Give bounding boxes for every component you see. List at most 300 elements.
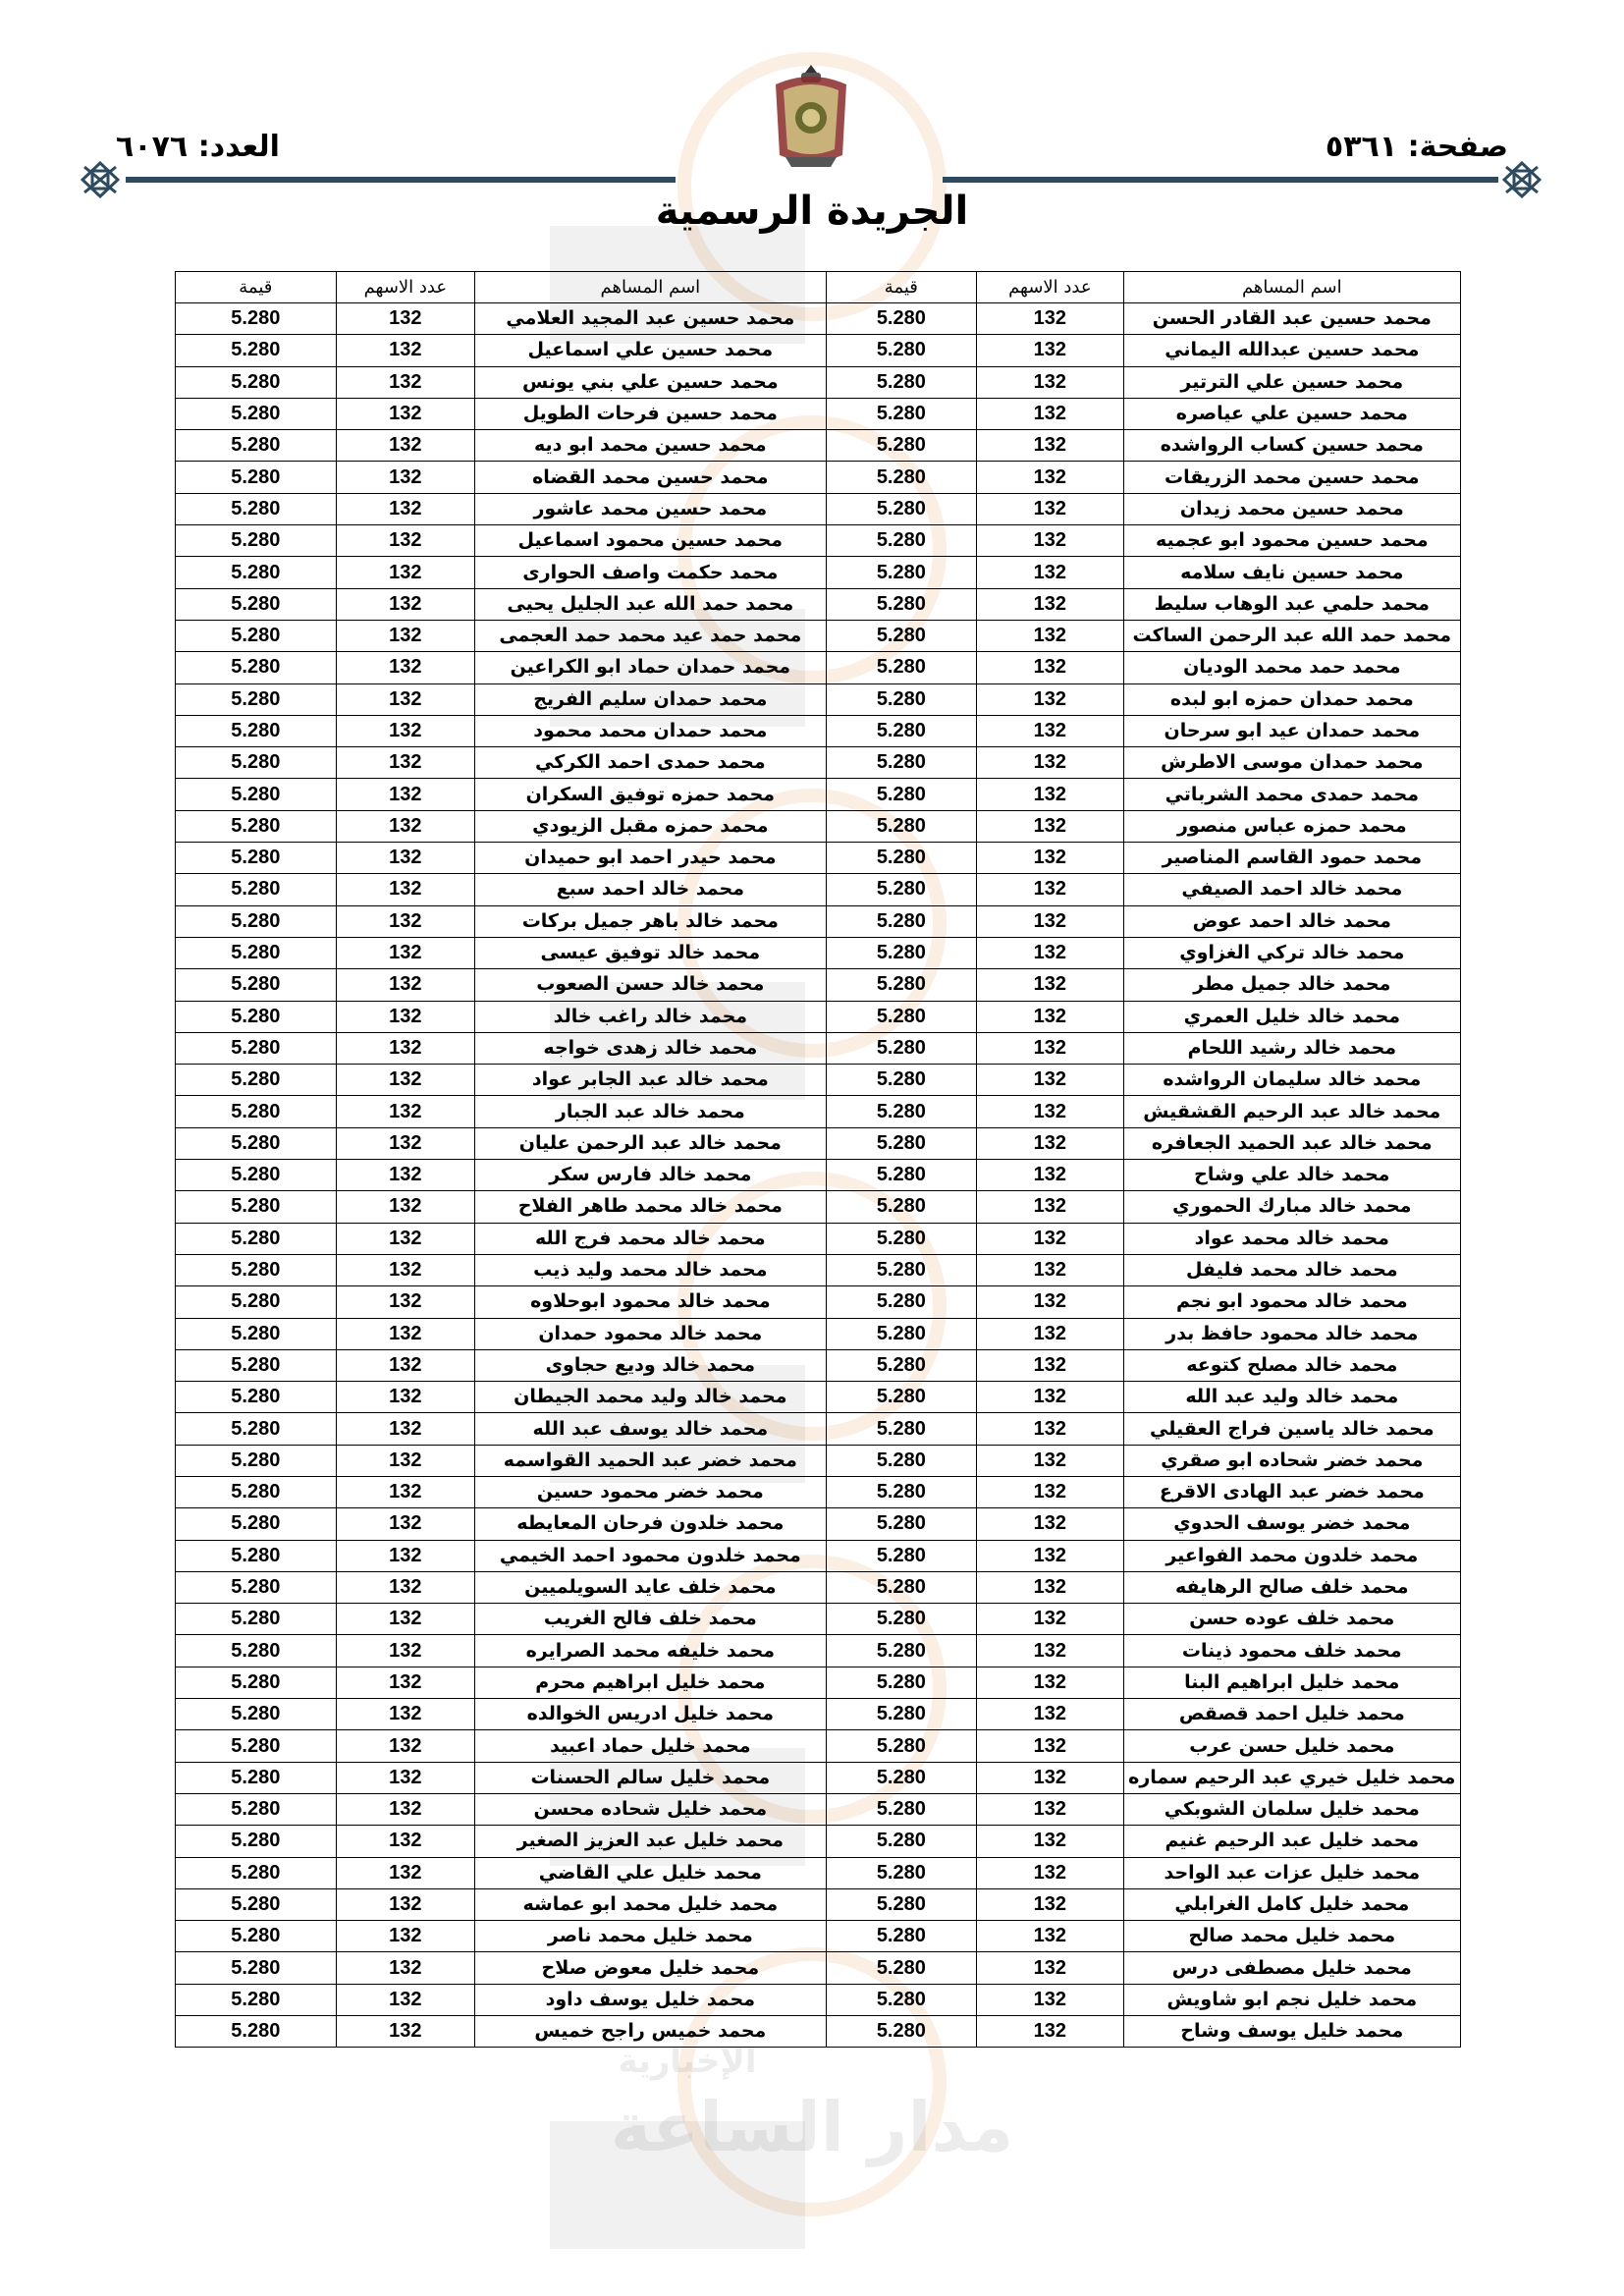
shareholder-name: محمد خلف عوده حسن <box>1123 1604 1460 1635</box>
share-count: 132 <box>336 1604 474 1635</box>
column-header-name: اسم المساهم <box>475 272 827 303</box>
share-count: 132 <box>336 557 474 588</box>
share-count: 132 <box>977 905 1123 937</box>
share-value: 5.280 <box>176 969 337 1001</box>
table-row <box>176 525 1461 557</box>
shareholder-name: محمد خليل محمد ناصر <box>475 1921 827 1952</box>
column-header-value: قيمة <box>176 272 337 303</box>
share-value: 5.280 <box>826 683 977 715</box>
column-header-value: قيمة <box>826 272 977 303</box>
shareholder-name: محمد حمدان حمزه ابو لبده <box>1123 683 1460 715</box>
share-value: 5.280 <box>176 1254 337 1285</box>
share-count: 132 <box>977 779 1123 810</box>
share-value: 5.280 <box>826 1952 977 1984</box>
share-value: 5.280 <box>176 1952 337 1984</box>
share-count: 132 <box>977 1635 1123 1667</box>
shareholder-name: محمد خضر عبد الهادى الاقرع <box>1123 1476 1460 1507</box>
shareholder-name: محمد خليل شحاده محسن <box>475 1793 827 1825</box>
share-value: 5.280 <box>826 652 977 683</box>
share-count: 132 <box>336 1127 474 1159</box>
share-value: 5.280 <box>826 525 977 557</box>
share-value: 5.280 <box>176 779 337 810</box>
shareholder-name: محمد خالد محمد وليد ذيب <box>475 1254 827 1285</box>
column-header-shares: عدد الاسهم <box>336 272 474 303</box>
table-row <box>176 1286 1461 1318</box>
share-count: 132 <box>336 462 474 493</box>
shareholder-name: محمد حسين علي الترتير <box>1123 366 1460 398</box>
share-value: 5.280 <box>826 779 977 810</box>
share-value: 5.280 <box>176 874 337 905</box>
shareholder-name: محمد خالد راغب خالد <box>475 1001 827 1032</box>
table-row <box>176 1445 1461 1476</box>
shareholder-name: محمد حسين كساب الرواشده <box>1123 430 1460 462</box>
share-count: 132 <box>977 1127 1123 1159</box>
share-value: 5.280 <box>176 1826 337 1857</box>
shareholder-name: محمد خالد احمد سبع <box>475 874 827 905</box>
table-row <box>176 810 1461 842</box>
share-value: 5.280 <box>176 1667 337 1698</box>
share-value: 5.280 <box>826 874 977 905</box>
share-count: 132 <box>336 398 474 429</box>
table-row <box>176 1984 1461 2015</box>
table-row <box>176 1476 1461 1507</box>
share-value: 5.280 <box>826 366 977 398</box>
share-count: 132 <box>977 303 1123 335</box>
share-count: 132 <box>336 493 474 524</box>
share-value: 5.280 <box>176 1730 337 1762</box>
share-count: 132 <box>336 335 474 366</box>
share-value: 5.280 <box>826 462 977 493</box>
shareholder-name: محمد خالد مبارك الحموري <box>1123 1191 1460 1223</box>
share-count: 132 <box>977 1476 1123 1507</box>
share-value: 5.280 <box>826 1286 977 1318</box>
share-count: 132 <box>336 1508 474 1540</box>
shareholder-name: محمد خالد توفيق عيسى <box>475 937 827 968</box>
share-value: 5.280 <box>176 1476 337 1507</box>
share-value: 5.280 <box>826 1667 977 1698</box>
share-value: 5.280 <box>176 1286 337 1318</box>
table-row <box>176 1699 1461 1730</box>
shareholder-name: محمد خليل محمد صالح <box>1123 1921 1460 1952</box>
shareholder-name: محمد خالد يوسف عبد الله <box>475 1413 827 1445</box>
share-value: 5.280 <box>826 1065 977 1096</box>
shareholder-name: محمد خضر محمود حسين <box>475 1476 827 1507</box>
share-value: 5.280 <box>176 683 337 715</box>
watermark-sub: الإخبارية <box>618 2042 757 2081</box>
table-row <box>176 1508 1461 1540</box>
share-count: 132 <box>336 525 474 557</box>
share-count: 132 <box>977 1349 1123 1381</box>
share-count: 132 <box>977 1571 1123 1603</box>
share-value: 5.280 <box>176 366 337 398</box>
shareholder-name: محمد حمد الله عبد الرحمن الساكت <box>1123 620 1460 651</box>
shareholder-name: محمد حسين عبدالله اليماني <box>1123 335 1460 366</box>
share-value: 5.280 <box>826 1508 977 1540</box>
share-count: 132 <box>336 779 474 810</box>
shareholder-name: محمد خليل نجم ابو شاويش <box>1123 1984 1460 2015</box>
shareholder-name: محمد خليل يوسف وشاح <box>1123 2016 1460 2048</box>
table-row <box>176 1413 1461 1445</box>
shareholder-name: محمد حمزه مقبل الزيودي <box>475 810 827 842</box>
share-value: 5.280 <box>826 1921 977 1952</box>
share-value: 5.280 <box>176 1508 337 1540</box>
gazette-title: الجريدة الرسمية <box>655 189 969 234</box>
shareholder-name: محمد حمد الله عبد الجليل يحيى <box>475 588 827 620</box>
share-count: 132 <box>977 1254 1123 1285</box>
table-row <box>176 874 1461 905</box>
header-rule-right <box>943 177 1498 183</box>
shareholder-name: محمد خليفه محمد الصرايره <box>475 1635 827 1667</box>
share-value: 5.280 <box>176 430 337 462</box>
share-count: 132 <box>336 969 474 1001</box>
share-count: 132 <box>336 1793 474 1825</box>
share-count: 132 <box>336 1921 474 1952</box>
share-value: 5.280 <box>826 1635 977 1667</box>
table-row <box>176 1857 1461 1888</box>
share-count: 132 <box>336 588 474 620</box>
table-row <box>176 366 1461 398</box>
share-count: 132 <box>977 1445 1123 1476</box>
shareholders-table <box>175 271 1461 2048</box>
share-count: 132 <box>977 335 1123 366</box>
shareholder-name: محمد خليل محمد ابو عماشه <box>475 1888 827 1920</box>
share-count: 132 <box>336 1730 474 1762</box>
shareholder-name: محمد خالد حسن الصعوب <box>475 969 827 1001</box>
share-value: 5.280 <box>176 1888 337 1920</box>
share-count: 132 <box>336 1286 474 1318</box>
share-value: 5.280 <box>826 715 977 746</box>
column-header-shares: عدد الاسهم <box>977 272 1123 303</box>
share-value: 5.280 <box>826 747 977 779</box>
table-row <box>176 747 1461 779</box>
share-count: 132 <box>977 652 1123 683</box>
share-value: 5.280 <box>826 1318 977 1349</box>
shareholder-name: محمد خلدون محمد الفواعير <box>1123 1540 1460 1571</box>
table-row <box>176 1349 1461 1381</box>
shareholder-name: محمد حسين محمود ابو عجميه <box>1123 525 1460 557</box>
share-value: 5.280 <box>176 1857 337 1888</box>
share-count: 132 <box>336 620 474 651</box>
share-value: 5.280 <box>826 1730 977 1762</box>
share-count: 132 <box>977 810 1123 842</box>
share-value: 5.280 <box>176 1793 337 1825</box>
table-row <box>176 1888 1461 1920</box>
shareholder-name: محمد خالد وليد محمد الجيطان <box>475 1382 827 1413</box>
share-value: 5.280 <box>176 1096 337 1127</box>
shareholder-name: محمد حمدان سليم الفريج <box>475 683 827 715</box>
table-row <box>176 1001 1461 1032</box>
share-count: 132 <box>336 874 474 905</box>
table-row <box>176 715 1461 746</box>
shareholder-name: محمد خميس راجح خميس <box>475 2016 827 2048</box>
shareholder-name: محمد خليل كامل الغرابلي <box>1123 1888 1460 1920</box>
share-count: 132 <box>977 1604 1123 1635</box>
shareholder-name: محمد خالد سليمان الرواشده <box>1123 1065 1460 1096</box>
shareholder-name: محمد حكمت واصف الحوارى <box>475 557 827 588</box>
share-count: 132 <box>977 1318 1123 1349</box>
share-count: 132 <box>336 1635 474 1667</box>
share-count: 132 <box>977 493 1123 524</box>
share-value: 5.280 <box>176 1065 337 1096</box>
table-row <box>176 1160 1461 1191</box>
shareholder-name: محمد خليل يوسف داود <box>475 1984 827 2015</box>
share-value: 5.280 <box>176 843 337 874</box>
watermark-brand: مدار الساعة <box>610 2087 1014 2167</box>
table-row <box>176 1096 1461 1127</box>
share-value: 5.280 <box>176 525 337 557</box>
table-row <box>176 462 1461 493</box>
shareholder-name: محمد خالد محمد عواد <box>1123 1223 1460 1254</box>
share-count: 132 <box>336 1826 474 1857</box>
shareholder-name: محمد خالد محمود حافظ بدر <box>1123 1318 1460 1349</box>
share-count: 132 <box>977 462 1123 493</box>
shareholder-name: محمد حسين محمد الزريقات <box>1123 462 1460 493</box>
share-value: 5.280 <box>176 1635 337 1667</box>
share-value: 5.280 <box>826 937 977 968</box>
share-count: 132 <box>977 937 1123 968</box>
share-value: 5.280 <box>826 1032 977 1064</box>
table-row <box>176 905 1461 937</box>
share-value: 5.280 <box>176 1540 337 1571</box>
share-count: 132 <box>336 1254 474 1285</box>
share-value: 5.280 <box>826 557 977 588</box>
share-count: 132 <box>336 1762 474 1793</box>
table-row <box>176 969 1461 1001</box>
shareholder-name: محمد خليل معوض صلاح <box>475 1952 827 1984</box>
table-row <box>176 1254 1461 1285</box>
shareholder-name: محمد خالد خليل العمري <box>1123 1001 1460 1032</box>
shareholder-name: محمد حمدان حماد ابو الكراعين <box>475 652 827 683</box>
share-value: 5.280 <box>176 1445 337 1476</box>
table-row <box>176 588 1461 620</box>
shareholder-name: محمد خالد محمود ابو نجم <box>1123 1286 1460 1318</box>
share-count: 132 <box>336 1223 474 1254</box>
shareholder-name: محمد خليل مصطفى درس <box>1123 1952 1460 1984</box>
share-value: 5.280 <box>176 1191 337 1223</box>
shareholder-name: محمد خليل خيري عبد الرحيم سماره <box>1123 1762 1460 1793</box>
shareholder-name: محمد خالد محمد طاهر الفلاح <box>475 1191 827 1223</box>
shareholder-name: محمد حسين علي عياصره <box>1123 398 1460 429</box>
table-row <box>176 683 1461 715</box>
table-row <box>176 1223 1461 1254</box>
share-value: 5.280 <box>826 1127 977 1159</box>
shareholder-name: محمد خالد محمد فرج الله <box>475 1223 827 1254</box>
shareholder-name: محمد خضر يوسف الحدوي <box>1123 1508 1460 1540</box>
share-count: 132 <box>977 1413 1123 1445</box>
table-row <box>176 1604 1461 1635</box>
share-value: 5.280 <box>176 1349 337 1381</box>
share-count: 132 <box>977 1984 1123 2015</box>
shareholder-name: محمد خليل احمد قصقص <box>1123 1699 1460 1730</box>
shareholder-name: محمد خليل سلمان الشوبكي <box>1123 1793 1460 1825</box>
table-body <box>176 303 1461 2048</box>
share-count: 132 <box>336 1001 474 1032</box>
shareholder-name: محمد خالد وديع حجاوى <box>475 1349 827 1381</box>
share-value: 5.280 <box>176 747 337 779</box>
share-value: 5.280 <box>176 493 337 524</box>
shareholder-name: محمد حسين عبد القادر الحسن <box>1123 303 1460 335</box>
table-row <box>176 430 1461 462</box>
share-count: 132 <box>336 1888 474 1920</box>
share-count: 132 <box>336 683 474 715</box>
share-value: 5.280 <box>176 1382 337 1413</box>
share-count: 132 <box>977 1762 1123 1793</box>
shareholder-name: محمد خالد جميل مطر <box>1123 969 1460 1001</box>
shareholder-name: محمد خلف فالح الغريب <box>475 1604 827 1635</box>
shareholder-name: محمد حسين محمد القضاه <box>475 462 827 493</box>
shareholder-name: محمد خالد وليد عبد الله <box>1123 1382 1460 1413</box>
share-value: 5.280 <box>176 1762 337 1793</box>
shareholder-name: محمد حسين محمد عاشور <box>475 493 827 524</box>
share-count: 132 <box>336 1540 474 1571</box>
share-count: 132 <box>336 715 474 746</box>
shareholder-name: محمد خالد فارس سكر <box>475 1160 827 1191</box>
shareholder-name: محمد خالد مصلح كتوعه <box>1123 1349 1460 1381</box>
share-count: 132 <box>336 1667 474 1698</box>
shareholder-name: محمد خالد علي وشاح <box>1123 1160 1460 1191</box>
share-count: 132 <box>977 1699 1123 1730</box>
share-count: 132 <box>977 1001 1123 1032</box>
shareholder-name: محمد حيدر احمد ابو حميدان <box>475 843 827 874</box>
share-value: 5.280 <box>176 1604 337 1635</box>
share-count: 132 <box>977 1096 1123 1127</box>
table-row <box>176 1382 1461 1413</box>
share-value: 5.280 <box>826 588 977 620</box>
share-value: 5.280 <box>176 1032 337 1064</box>
shareholder-name: محمد خضر شحاده ابو صقري <box>1123 1445 1460 1476</box>
share-count: 132 <box>977 843 1123 874</box>
table-row <box>176 652 1461 683</box>
share-value: 5.280 <box>176 462 337 493</box>
share-value: 5.280 <box>176 557 337 588</box>
share-count: 132 <box>977 620 1123 651</box>
table-row <box>176 937 1461 968</box>
table-row <box>176 1762 1461 1793</box>
share-value: 5.280 <box>826 1096 977 1127</box>
header-rule-left <box>126 177 676 183</box>
shareholder-name: محمد حمزه توفيق السكران <box>475 779 827 810</box>
share-count: 132 <box>336 905 474 937</box>
share-value: 5.280 <box>826 1254 977 1285</box>
share-value: 5.280 <box>176 1318 337 1349</box>
shareholder-name: محمد خليل ادريس الخوالده <box>475 1699 827 1730</box>
share-value: 5.280 <box>826 1762 977 1793</box>
share-count: 132 <box>336 1096 474 1127</box>
share-count: 132 <box>977 1888 1123 1920</box>
share-count: 132 <box>336 937 474 968</box>
shareholder-name: محمد خليل ابراهيم محرم <box>475 1667 827 1698</box>
share-count: 132 <box>977 557 1123 588</box>
shareholder-name: محمد خالد محمود حمدان <box>475 1318 827 1349</box>
share-value: 5.280 <box>826 430 977 462</box>
table-row <box>176 843 1461 874</box>
share-value: 5.280 <box>176 1127 337 1159</box>
share-count: 132 <box>336 1032 474 1064</box>
share-value: 5.280 <box>826 1793 977 1825</box>
table-row <box>176 1730 1461 1762</box>
share-value: 5.280 <box>826 1191 977 1223</box>
table-header-row <box>176 272 1461 303</box>
shareholder-name: محمد خالد ياسين فراج العقيلي <box>1123 1413 1460 1445</box>
shareholder-name: محمد خالد تركي الغزاوي <box>1123 937 1460 968</box>
share-count: 132 <box>977 874 1123 905</box>
shareholder-name: محمد خضر عبد الحميد القواسمه <box>475 1445 827 1476</box>
share-count: 132 <box>336 1699 474 1730</box>
share-count: 132 <box>977 1508 1123 1540</box>
table-row <box>176 1318 1461 1349</box>
shareholder-name: محمد خليل عبد الرحيم غنيم <box>1123 1826 1460 1857</box>
shareholder-name: محمد حسين عبد المجيد العلامي <box>475 303 827 335</box>
share-count: 132 <box>336 303 474 335</box>
share-value: 5.280 <box>826 969 977 1001</box>
share-count: 132 <box>336 1382 474 1413</box>
share-value: 5.280 <box>826 810 977 842</box>
table-row <box>176 1127 1461 1159</box>
shareholder-name: محمد خلدون فرحان المعايطه <box>475 1508 827 1540</box>
share-value: 5.280 <box>176 2016 337 2048</box>
table-row <box>176 779 1461 810</box>
shareholder-name: محمد حسين فرحات الطويل <box>475 398 827 429</box>
share-count: 132 <box>336 1349 474 1381</box>
share-value: 5.280 <box>826 1445 977 1476</box>
table-row <box>176 1540 1461 1571</box>
share-count: 132 <box>977 398 1123 429</box>
table-row <box>176 1571 1461 1603</box>
shareholder-name: محمد خلف محمود ذينات <box>1123 1635 1460 1667</box>
share-count: 132 <box>336 1476 474 1507</box>
shareholder-name: محمد خليل عبد العزيز الصغير <box>475 1826 827 1857</box>
shareholder-name: محمد حسين محمود اسماعيل <box>475 525 827 557</box>
share-value: 5.280 <box>176 1571 337 1603</box>
share-value: 5.280 <box>176 937 337 968</box>
issue-number: العدد: ٦٠٧٦ <box>116 130 280 164</box>
share-count: 132 <box>977 1191 1123 1223</box>
share-value: 5.280 <box>826 1857 977 1888</box>
shareholder-name: محمد خليل سالم الحسنات <box>475 1762 827 1793</box>
share-count: 132 <box>977 430 1123 462</box>
shareholder-name: محمد خالد عبد الرحمن عليان <box>475 1127 827 1159</box>
table-row <box>176 493 1461 524</box>
share-value: 5.280 <box>176 1160 337 1191</box>
shareholder-name: محمد حلمي عبد الوهاب سليط <box>1123 588 1460 620</box>
share-value: 5.280 <box>826 2016 977 2048</box>
shareholder-name: محمد خالد عبد الجابر عواد <box>475 1065 827 1096</box>
shareholder-name: محمد خالد عبد الرحيم القشقيش <box>1123 1096 1460 1127</box>
share-count: 132 <box>977 715 1123 746</box>
shareholder-name: محمد خالد محمود ابوحلاوه <box>475 1286 827 1318</box>
share-count: 132 <box>977 1065 1123 1096</box>
share-count: 132 <box>977 1730 1123 1762</box>
share-value: 5.280 <box>176 715 337 746</box>
share-value: 5.280 <box>176 810 337 842</box>
shareholder-name: محمد خالد رشيد اللحام <box>1123 1032 1460 1064</box>
share-count: 132 <box>977 366 1123 398</box>
share-count: 132 <box>977 747 1123 779</box>
share-value: 5.280 <box>176 1001 337 1032</box>
shareholder-name: محمد خليل ابراهيم البنا <box>1123 1667 1460 1698</box>
share-value: 5.280 <box>176 303 337 335</box>
share-count: 132 <box>336 1065 474 1096</box>
shareholder-name: محمد حسين علي اسماعيل <box>475 335 827 366</box>
shareholder-name: محمد حمد عيد محمد حمد العجمى <box>475 620 827 651</box>
share-count: 132 <box>977 1286 1123 1318</box>
share-count: 132 <box>977 1223 1123 1254</box>
share-value: 5.280 <box>826 335 977 366</box>
table-row <box>176 1667 1461 1698</box>
shareholder-name: محمد خالد محمد فليفل <box>1123 1254 1460 1285</box>
share-value: 5.280 <box>176 1223 337 1254</box>
share-value: 5.280 <box>826 1604 977 1635</box>
